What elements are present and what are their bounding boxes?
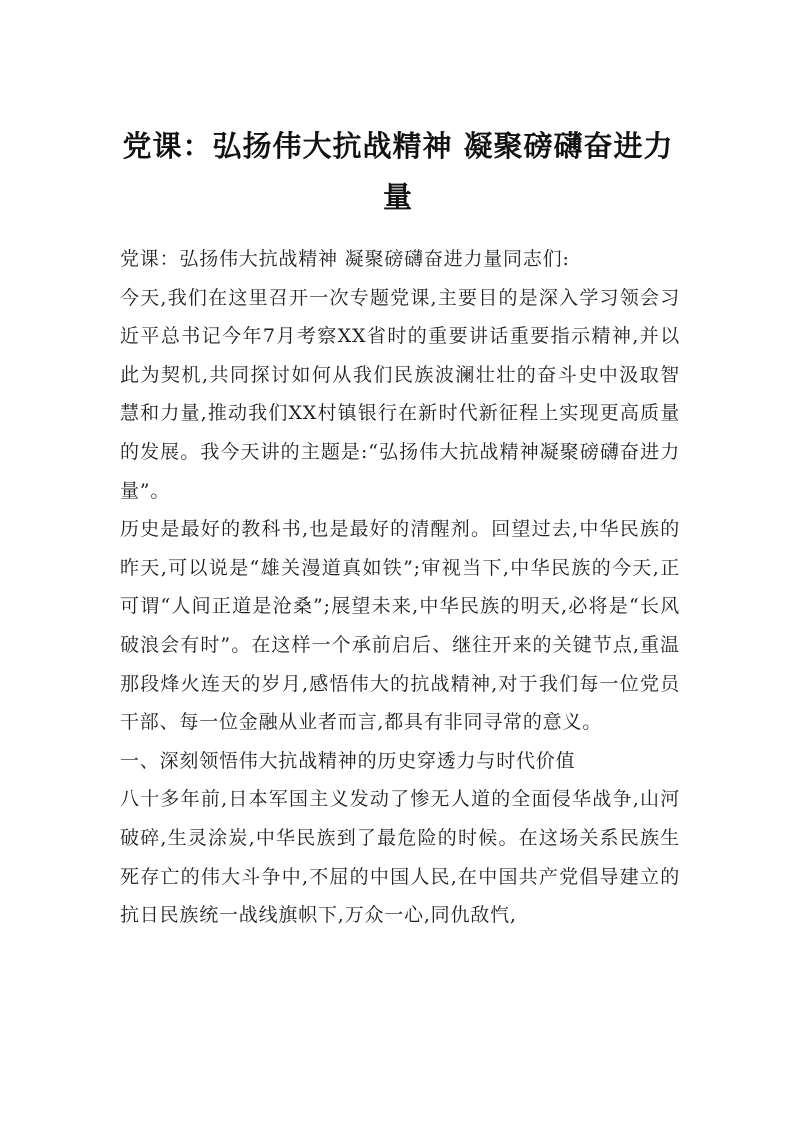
- section-heading: 一、深刻领悟伟大抗战精神的历史穿透力与时代价值: [120, 749, 576, 772]
- paragraph-introduction: 今天,我们在这里召开一次专题党课,主要目的是深入学习领会习近平总书记今年7月考察XX省时的重要讲话重要指示精神,并以此为契机,共同探讨如何从我们民族波澜壮壮的奋斗史中汲取智慧和力量,推动我们XX村镇银行在新时代新征程上实现更高质量的发展。我今天讲的主题是:“弘扬伟大抗战精神凝聚磅礴奋进力量”。: [120, 286, 680, 502]
- document-body: [120, 240, 680, 935]
- paragraph-history: 历史是最好的教科书,也是最好的清醒剂。回望过去,中华民族的昨天,可以说是“雄关漫道真如铁”;审视当下,中华民族的今天,正可谓“人间正道是沧桑”;展望未来,中华民族的明天,必将是“长风破浪会有时”。在这样一个承前启后、继往开来的关键节点,重温那段烽火连天的岁月,感悟伟大的抗战精神,对于我们每一位党员干部、每一位金融从业者而言,都具有非同寻常的意义。: [120, 518, 680, 734]
- paragraph-opening: 党课：弘扬伟大抗战精神 凝聚磅礴奋进力量同志们:: [120, 248, 570, 270]
- document-title: 党课：弘扬伟大抗战精神 凝聚磅礴奋进力量: [122, 129, 674, 214]
- paragraph-war-history: 八十多年前,日本军国主义发动了惨无人道的全面侵华战争,山河破碎,生灵涂炭,中华民族到了最危险的时候。在这场关系民族生死存亡的伟大斗争中,不屈的中国人民,在中国共产党倡导建立的抗日民族统一战线旗帜下,万众一心,同仇敌忾,: [120, 788, 680, 927]
